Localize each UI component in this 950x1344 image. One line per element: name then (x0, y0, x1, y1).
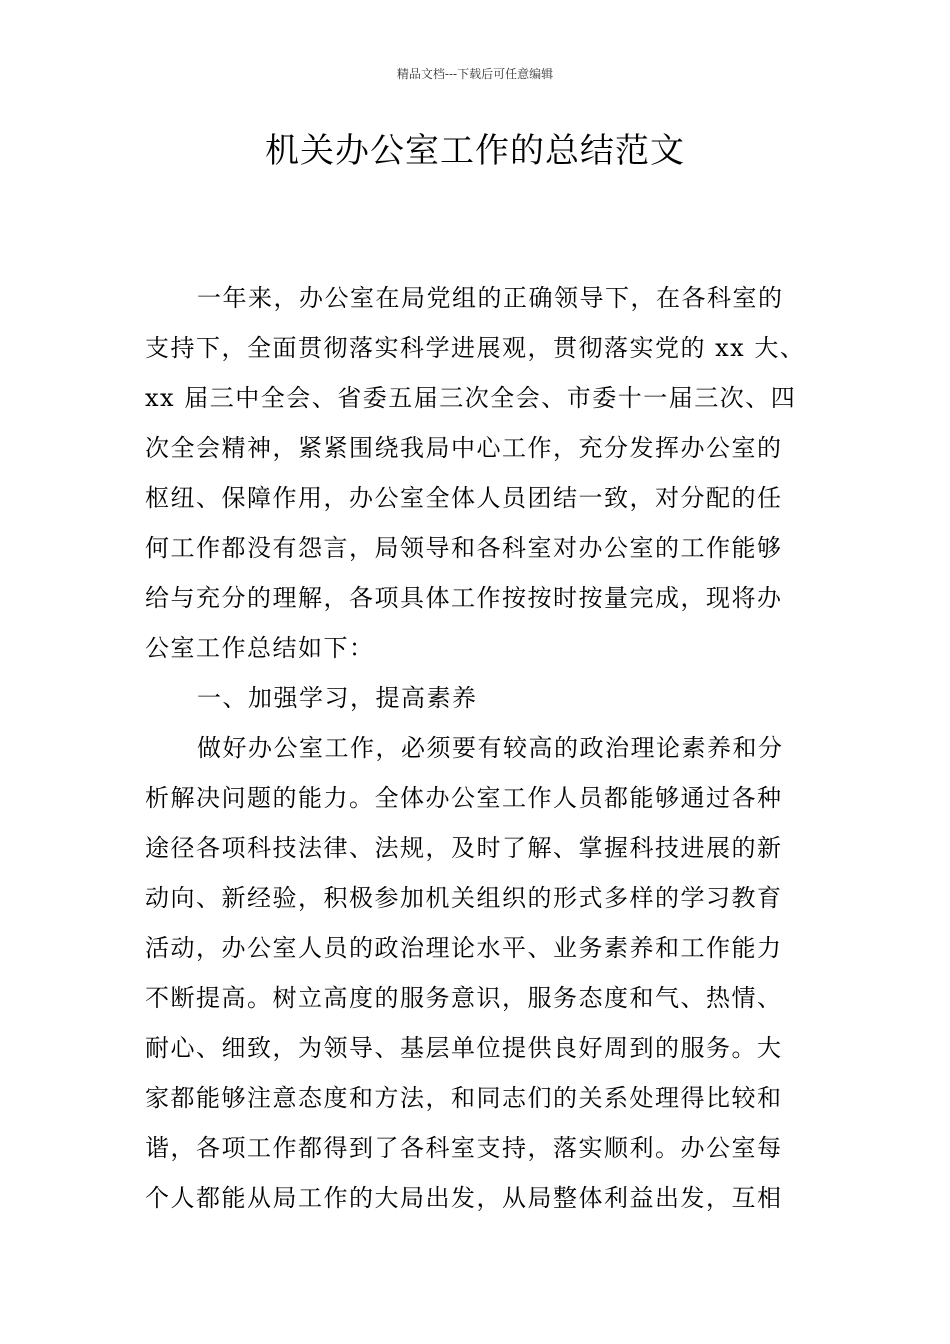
body-line: 支持下，全面贯彻落实科学进展观，贯彻落实党的 xx 大、 (145, 334, 806, 362)
body-line: 一年来，办公室在局党组的正确领导下，在各科室的 (197, 284, 784, 312)
body-line: 何工作都没有怨言，局领导和各科室对办公室的工作能够 (145, 534, 783, 562)
body-line: 个人都能从局工作的大局出发，从局整体利益出发，互相 (145, 1184, 783, 1212)
section-heading: 一、加强学习，提高素养 (197, 684, 478, 712)
body-line: 不断提高。树立高度的服务意识，服务态度和气、热情、 (145, 984, 783, 1012)
body-line: 家都能够注意态度和方法，和同志们的关系处理得比较和 (145, 1084, 783, 1112)
body-line: 途径各项科技法律、法规，及时了解、掌握科技进展的新 (145, 834, 783, 862)
body-line: 动向、新经验，积极参加机关组织的形式多样的学习教育 (145, 884, 783, 912)
body-line: 给与充分的理解，各项具体工作按按时按量完成，现将办 (145, 584, 783, 612)
body-line: 次全会精神，紧紧围绕我局中心工作，充分发挥办公室的 (145, 434, 783, 462)
document-body (145, 273, 810, 1223)
body-line: 活动，办公室人员的政治理论水平、业务素养和工作能力 (145, 934, 783, 962)
header-note: 精品文档---下载后可任意编辑 (396, 67, 554, 81)
body-line: 枢纽、保障作用，办公室全体人员团结一致，对分配的任 (145, 484, 783, 512)
body-line: 公室工作总结如下： (145, 634, 375, 662)
document-title: 机关办公室工作的总结范文 (265, 131, 685, 171)
body-line: 做好办公室工作，必须要有较高的政治理论素养和分 (197, 734, 784, 762)
body-line: 析解决问题的能力。全体办公室工作人员都能够通过各种 (145, 784, 783, 812)
body-line: xx 届三中全会、省委五届三次全会、市委十一届三次、四 (145, 384, 797, 412)
body-line: 谐，各项工作都得到了各科室支持，落实顺利。办公室每 (145, 1134, 783, 1162)
body-line: 耐心、细致，为领导、基层单位提供良好周到的服务。大 (145, 1034, 783, 1062)
